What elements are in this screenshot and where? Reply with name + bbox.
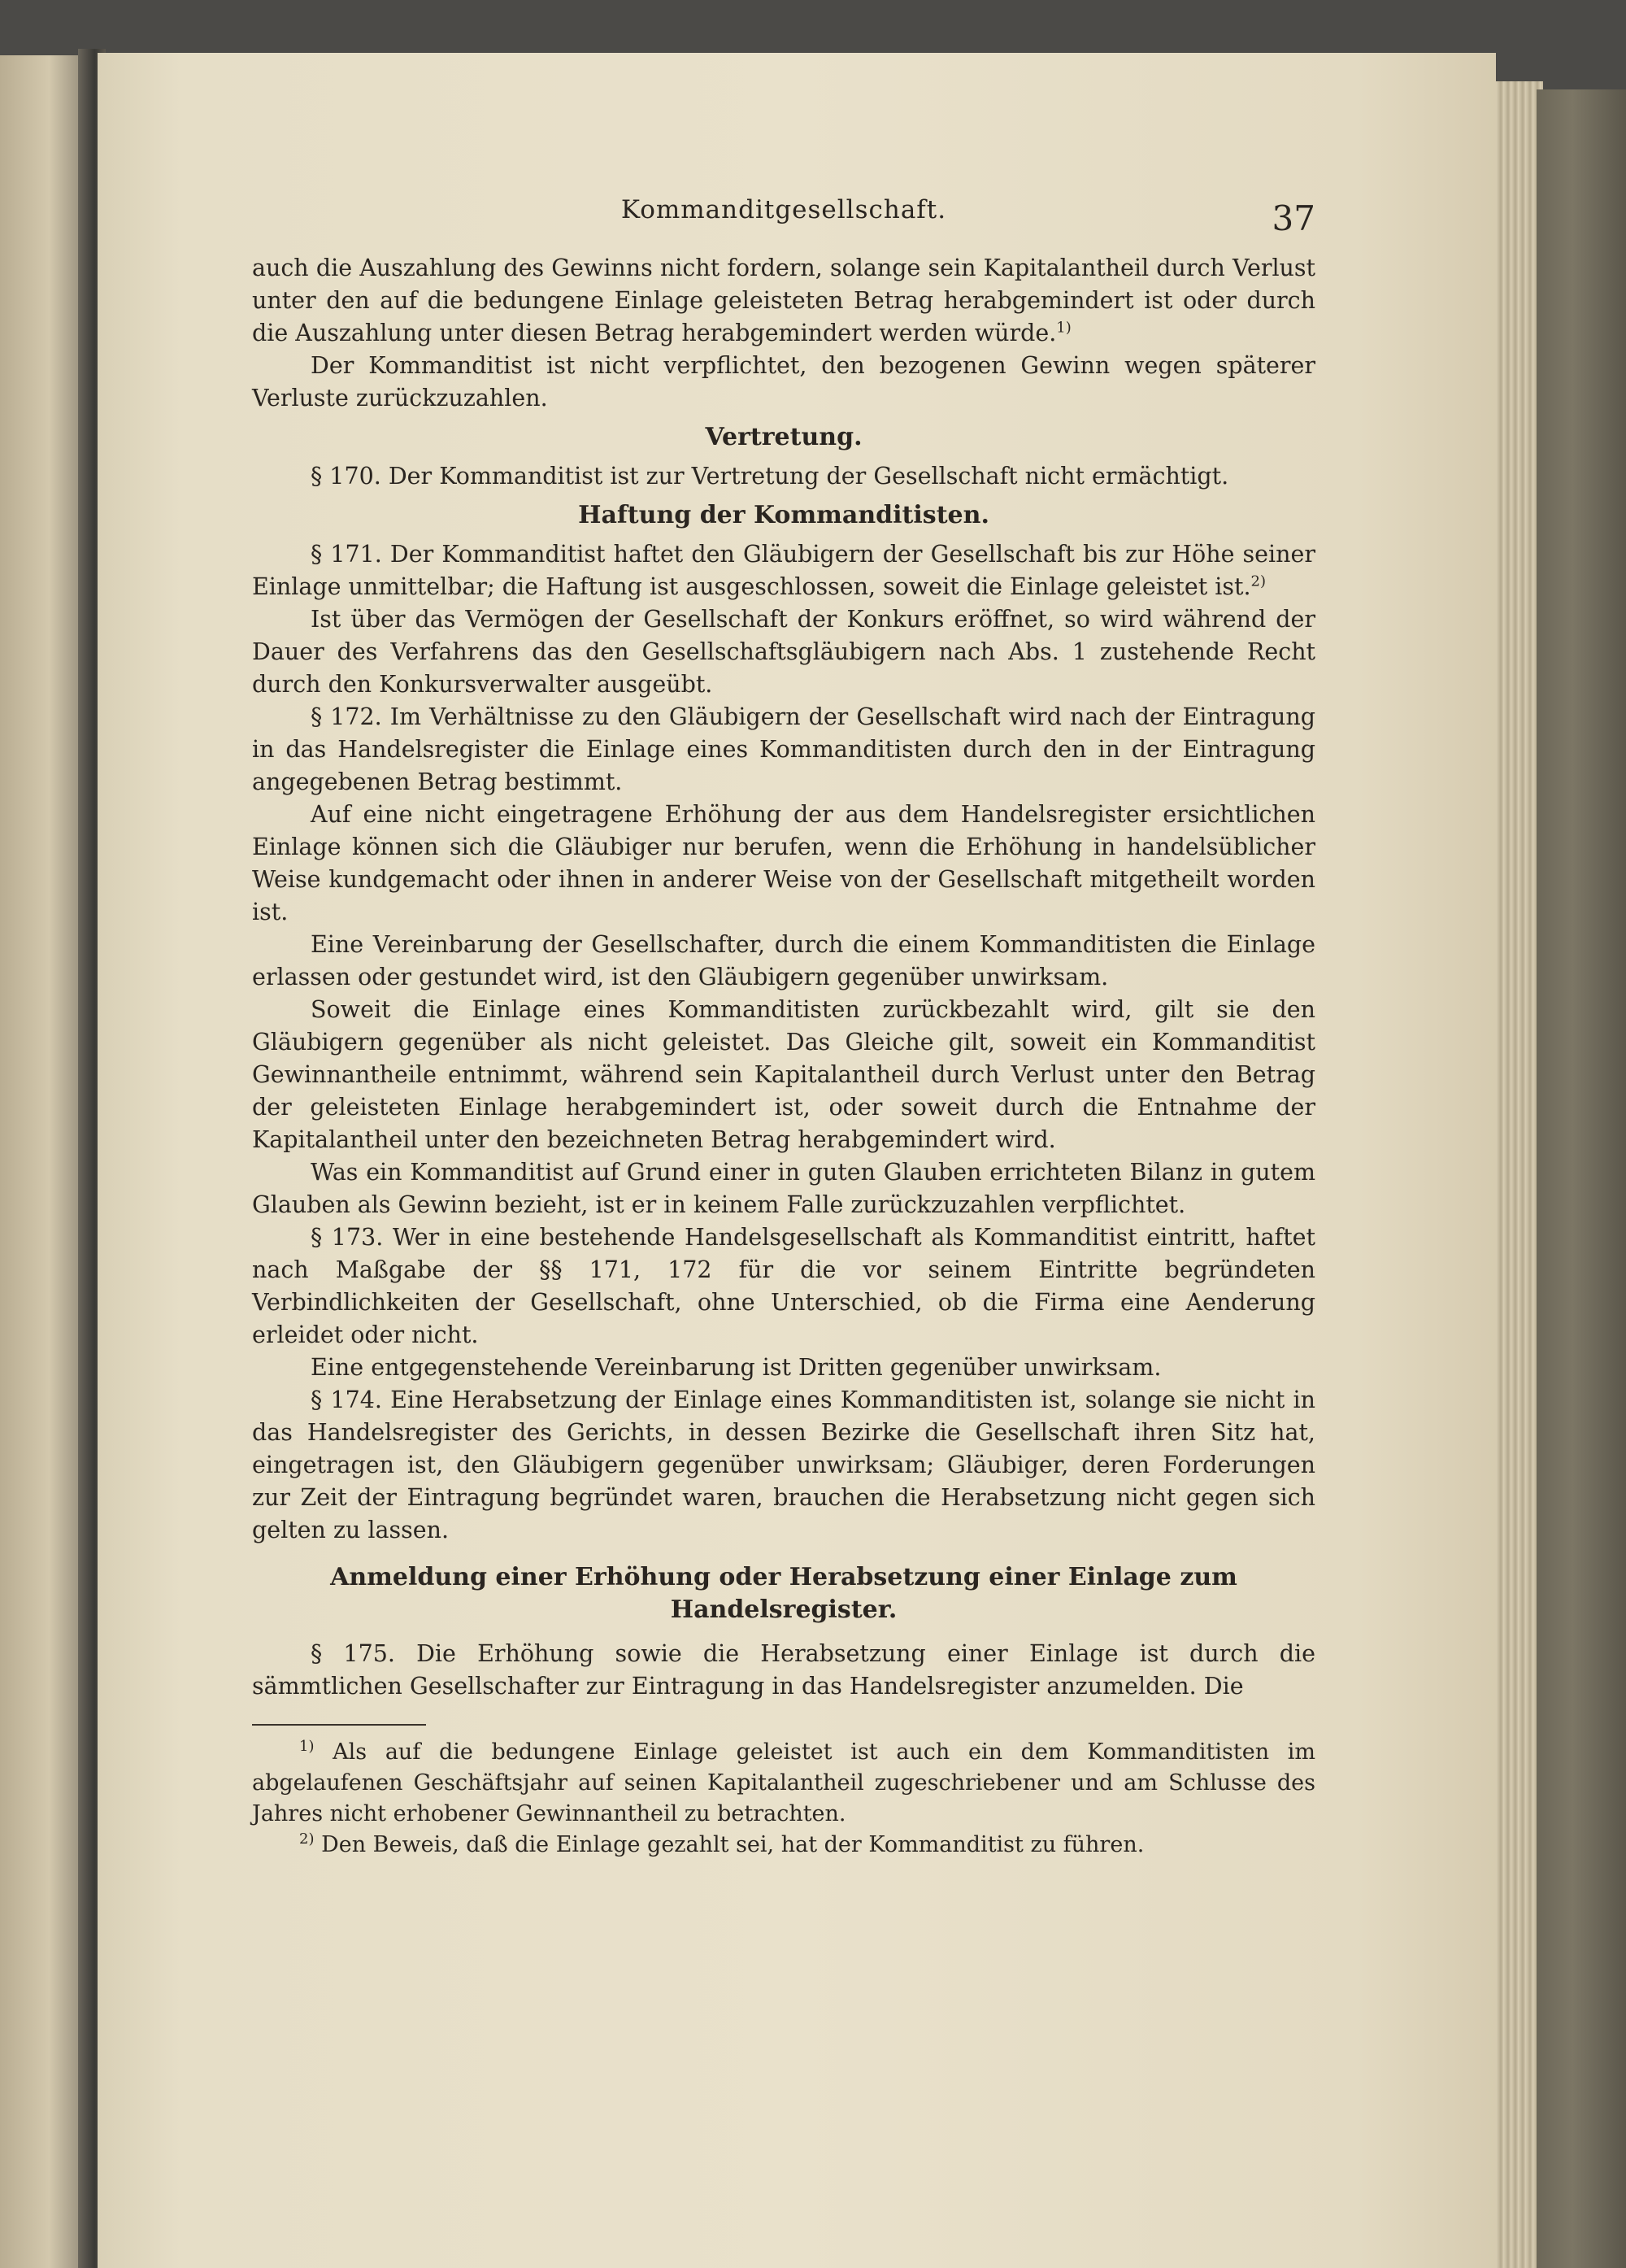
paragraph-170: § 170. Der Kommanditist ist zur Vertretung der Gesellschaft nicht ermächtigt. xyxy=(311,463,1229,490)
footnote-ref: 2) xyxy=(1250,572,1267,590)
paragraph: Eine entgegenstehende Vereinbarung ist Dritten gegenüber unwirksam. xyxy=(311,1354,1162,1381)
section-heading-haftung: Haftung der Kommanditisten. xyxy=(578,501,989,529)
paragraph-171 xyxy=(252,538,1315,603)
paragraph: Soweit die Einlage eines Kommanditisten zurückbezahlt wird, gilt sie den Gläubigern gegenüber als nicht geleistet. Das Gleiche gilt, soweit ein Kommanditist Gewinnantheile entnimmt, während sein Kapitalantheil durch Verlust unter den Betrag der geleisteten Einlage herabgemindert ist, oder soweit durch die Entnahme der Kapitalantheil unter den bezeichneten Betrag herabgemindert wird. xyxy=(252,996,1315,1153)
paragraph-text: auch die Auszahlung des Gewinns nicht fordern, solange sein Kapitalantheil durch Verlust unter den auf die bedungene Einlage geleisteten Betrag herabgemindert ist oder durch die Auszahlung unter diesen Betrag herabgemindert werden würde. xyxy=(252,255,1315,346)
paragraph: Auf eine nicht eingetragene Erhöhung der aus dem Handelsregister ersichtlichen Einlage können sich die Gläubiger nur berufen, wenn die Erhöhung in handelsüblicher Weise kundgemacht oder ihnen in anderer Weise von der Gesellschaft mitgetheilt worden ist. xyxy=(252,801,1315,925)
paragraph: Eine Vereinbarung der Gesellschafter, durch die einem Kommanditisten die Einlage erlassen oder gestundet wird, ist den Gläubigern gegenüber unwirksam. xyxy=(252,931,1315,990)
footnote-2 xyxy=(252,1830,1315,1861)
footnote-text: Den Beweis, daß die Einlage gezahlt sei, hat der Kommanditist zu führen. xyxy=(321,1832,1145,1857)
paragraph: Der Kommanditist ist nicht verpflichtet, den bezogenen Gewinn wegen späterer Verluste zurückzuzahlen. xyxy=(252,352,1315,411)
page-content xyxy=(252,187,1315,1861)
footnote-ref: 1) xyxy=(1056,319,1072,337)
paragraph-172: § 172. Im Verhältnisse zu den Gläubigern der Gesellschaft wird nach der Eintragung in das Handelsregister die Einlage eines Kommanditisten durch den in der Eintragung angegebenen Betrag bestimmt. xyxy=(252,703,1315,795)
paragraph: Ist über das Vermögen der Gesellschaft der Konkurs eröffnet, so wird während der Dauer des Verfahrens das den Gesellschaftsgläubigern nach Abs. 1 zustehende Recht durch den Konkursverwalter ausgeübt. xyxy=(252,606,1315,698)
paragraph: Was ein Kommanditist auf Grund einer in guten Glauben errichteten Bilanz in gutem Glauben als Gewinn bezieht, ist er in keinem Falle zurückzuzahlen verpflichtet. xyxy=(252,1159,1315,1218)
paragraph-175: § 175. Die Erhöhung sowie die Herabsetzung einer Einlage ist durch die sämmtlichen Gesellschafter zur Eintragung in das Handelsregister anzumelden. Die xyxy=(252,1640,1315,1700)
footnote-1 xyxy=(252,1737,1315,1830)
footnote-mark: 1) xyxy=(299,1738,315,1755)
section-heading-vertretung: Vertretung. xyxy=(705,423,863,451)
page-edges xyxy=(1494,81,1543,2268)
footnote-mark: 2) xyxy=(299,1831,315,1848)
footnote-text: Als auf die bedungene Einlage geleistet ist auch ein dem Kommanditisten im abgelaufenen Geschäftsjahr auf seinen Kapitalantheil zugeschriebener und am Schlusse des Jahres nicht erhobener Gewinnantheil zu betrachten. xyxy=(252,1739,1315,1826)
paragraph-174: § 174. Eine Herabsetzung der Einlage eines Kommanditisten ist, solange sie nicht in das Handelsregister des Gerichts, in dessen Bezirke die Gesellschaft ihren Sitz hat, eingetragen ist, den Gläubigern gegenüber unwirksam; Gläubiger, deren Forderungen zur Zeit der Eintragung begründet waren, brauchen die Herabsetzung nicht gegen sich gelten zu lassen. xyxy=(252,1386,1315,1543)
paragraph-173: § 173. Wer in eine bestehende Handelsgesellschaft als Kommanditist eintritt, haftet nach Maßgabe der §§ 171, 172 für die vor seinem Eintritte begründeten Verbindlichkeiten der Gesellschaft, ohne Unterschied, ob die Firma eine Aenderung erleidet oder nicht. xyxy=(252,1224,1315,1348)
running-head xyxy=(252,187,1315,252)
paragraph-text: § 171. Der Kommanditist haftet den Gläubigern der Gesellschaft bis zur Höhe seiner Einlage unmittelbar; die Haftung ist ausgeschlossen, soweit die Einlage geleistet ist. xyxy=(252,541,1315,600)
footnote-divider xyxy=(252,1724,426,1726)
running-title: Kommanditgesellschaft. xyxy=(620,195,947,224)
page-number: 37 xyxy=(1272,198,1315,238)
paragraph xyxy=(252,252,1315,350)
left-page-edge xyxy=(0,55,89,2268)
section-heading-anmeldung: Anmeldung einer Erhöhung oder Herabsetzung einer Einlage zum Handelsregister. xyxy=(330,1563,1237,1624)
book-cover-edge xyxy=(1537,89,1626,2268)
